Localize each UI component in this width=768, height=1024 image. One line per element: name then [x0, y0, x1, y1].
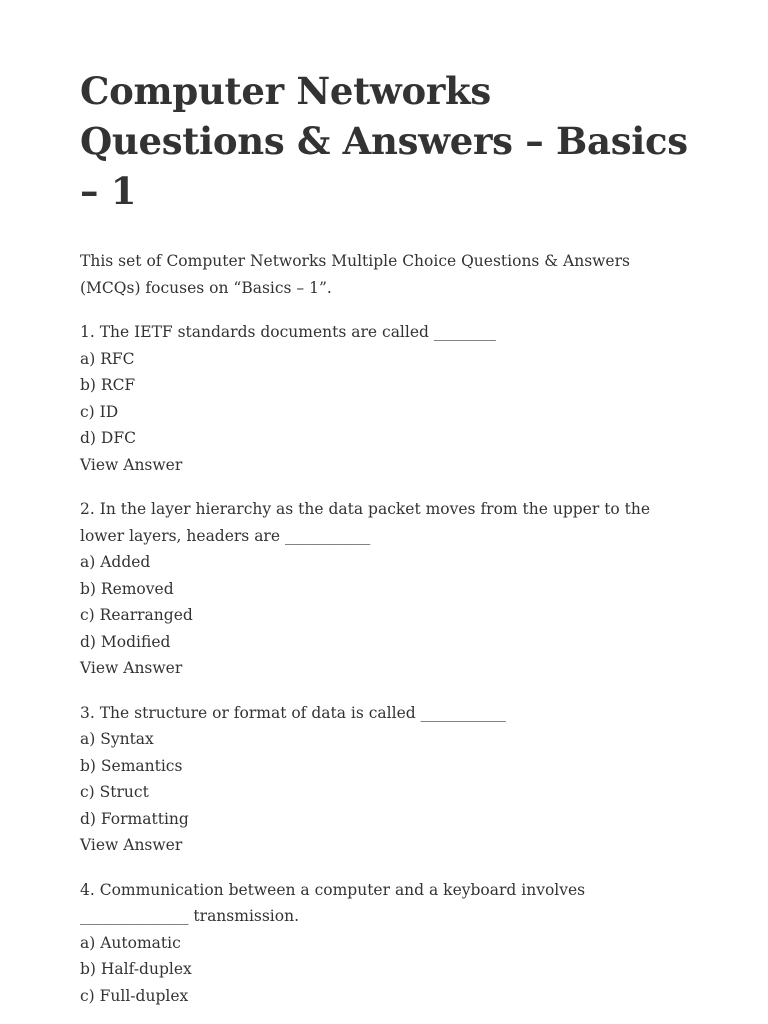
option-b: b) Removed [80, 579, 174, 598]
option-c: c) Rearranged [80, 606, 193, 624]
article-title: Computer Networks Questions & Answers – Basics – 1 [80, 69, 688, 213]
option-c: c) ID [80, 402, 119, 421]
option-d: d) Modified [80, 632, 171, 651]
question-text: 1. The IETF standards documents are called ________ [80, 323, 496, 341]
option-a: a) Automatic [80, 933, 181, 952]
option-d: d) Formatting [80, 809, 189, 828]
question-1 [80, 319, 688, 478]
view-answer-button[interactable]: View Answer [80, 836, 183, 854]
question-text: 4. Communication between a computer and a keyboard involves ______________ transmission. [80, 880, 586, 925]
question-2 [80, 496, 688, 682]
option-d: d) DFC [80, 429, 136, 447]
question-3 [80, 700, 688, 859]
question-text: 3. The structure or format of data is called ___________ [80, 703, 506, 722]
option-c: c) Full-duplex [80, 986, 189, 1005]
option-a: a) RFC [80, 349, 135, 368]
option-a: a) Added [80, 553, 151, 571]
view-answer-button[interactable]: View Answer [80, 659, 183, 677]
option-b: b) RCF [80, 376, 136, 394]
article-intro: This set of Computer Networks Multiple Choice Questions & Answers (MCQs) focuses on “Basics – 1”. [80, 252, 630, 297]
option-c: c) Struct [80, 783, 149, 801]
question-4 [80, 877, 688, 1010]
option-b: b) Semantics [80, 756, 183, 775]
question-text: 2. In the layer hierarchy as the data packet moves from the upper to the lower layers, headers are ___________ [80, 500, 651, 545]
view-answer-button[interactable]: View Answer [80, 455, 183, 474]
option-b: b) Half-duplex [80, 960, 192, 978]
option-a: a) Syntax [80, 730, 154, 748]
